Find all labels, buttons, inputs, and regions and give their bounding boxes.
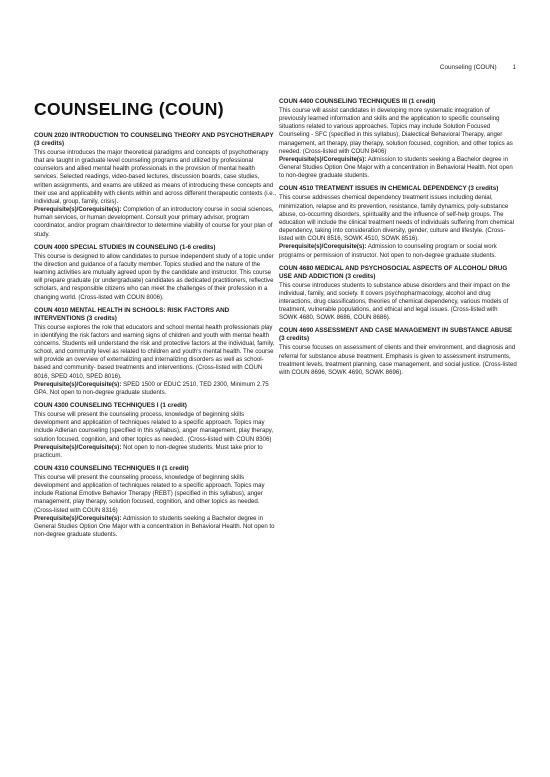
course-description: This course introduces students to substance abuse disorders and their impact on the individual, family, and society. It covers psychopharmacology, alcohol and drug interactions, drug classifications, theories of chemical dependency, various models of treatment, vulnerable populations, and ethical and legal issues. (Cross-listed with SOWK 4680, SOWK 8686, COUN 8686). [279,281,511,322]
prereq-label: Prerequisite(s)/Corequisite(s): [34,514,122,522]
course-entry [34,307,277,397]
prereq-text: Admission to students seeking a Bachelor degree in General Studies Option One Major with a concentration in Behavioral Health. Not open to non-degree graduate students. [279,155,513,180]
course-heading: COUN 4400 COUNSELING TECHNIQUES III (1 credit) [279,98,436,105]
course-prerequisites [34,515,277,539]
course-entry [279,327,517,377]
course-description: This course will present the counseling process, knowledge of beginning skills development and application of techniques related to a specific approach. Topics may include Adlerian counseling (specified in this syllabus), anger management, play therapy, solution focused, cognition, and other topics as needed.. (Cross-listed with COUN 8306) [34,411,274,443]
course-prerequisites [279,156,517,180]
prereq-label: Prerequisite(s)/Corequisite(s): [34,206,122,214]
course-heading: COUN 4510 TREATMENT ISSUES IN CHEMICAL DEPENDENCY (3 credits) [279,185,499,193]
course-description: This course will present the counseling process, knowledge of beginning skills development and application of techniques related to a specific approach. Topics may include Rational Emotive Behavior Therapy (REBT) (specified in this syllabus), anger management, play therapy, solution focused, cognition, and other topics as needed. (Cross-listed with COUN 8316) [34,474,265,514]
course-heading: COUN 4000 SPECIAL STUDIES IN COUNSELING (1-6 credits) [34,243,216,251]
course-heading: COUN 4690 ASSESSMENT AND CASE MANAGEMENT IN SUBSTANCE ABUSE (3 credits) [279,327,513,343]
course-prerequisites [34,206,277,239]
right-column [279,98,517,382]
course-description: This course focuses on assessment of clients and their environment, and diagnosis and referral for substance abuse treatment. Emphasis is given to assessment instruments, treatment levels, treatment planning, case management, and social justice. (Cross-listed with COUN 8696, SOWK 4690, SOWK 8696). [279,344,517,376]
left-course-list [34,132,277,539]
page-title: COUNSELING (COUN) [34,99,224,119]
course-entry [34,402,277,460]
running-header [440,64,516,71]
course-heading: COUN 4680 MEDICAL AND PSYCHOSOCIAL ASPECTS OF ALCOHOL/ DRUG USE AND ADDICTION (3 credits) [279,264,508,280]
prereq-label: Prerequisite(s)/Corequisite(s): [34,443,122,451]
course-entry [279,185,517,259]
course-description: This course introduces the major theoretical paradigms and concepts of psychotherapy that are taught in graduate level counseling programs and utilized by professional counselors and allied mental health professionals in the provision of mental health services. Selected readings, video-based lectures, discussion boards, case studies, written assignments, and exams are utilized as means of introducing these concepts and their use and applicability with clients within and across different therapeutic contexts (i.e., individual, group, family, crisis). [34,149,277,205]
course-description: This course is designed to allow candidates to pursue independent study of a topic under the direction and guidance of a faculty member. Topics studied and the nature of the learning activities are mutually agreed upon by the candidate and instructor. This course will prepare graduate (or undergraduate) candidates as dedicated practitioners, reflective scholars, and responsible citizens who can meet the challenges of their profession in a changing world. (Cross-listed with COUN 8006). [34,252,274,301]
course-entry [34,465,277,539]
course-prerequisites [34,381,277,397]
course-description: This course addresses chemical dependency treatment issues including denial, minimization, relapse and its prevention, resistance, family dynamics, poly-substance abuse, co-occurring disorders, spirituality and the influence of self-help groups. The education will include the clinical treatment needs of individuals suffering from chemical dependency, taking into consideration diversity, gender, culture and lifestyle. (Cross-listed with COUN 8516, SOWK 4510, SOWK 8516). [279,194,514,243]
page-number: 1 [512,64,516,71]
course-heading: COUN 4310 COUNSELING TECHNIQUES II (1 credit) [34,465,189,472]
right-course-list [279,98,517,377]
prereq-text: Not open to non-degree students. Must take prior to practicum. [34,443,263,459]
course-entry [34,244,277,302]
prereq-label: Prerequisite(s)/Corequisite(s): [34,380,122,388]
left-column [34,95,277,544]
course-entry [279,98,517,180]
prereq-text: Admission to students seeking a Bachelor degree in General Studies Option One Major with a concentration in Behavioral Health. Not open to non-degree graduate students. [34,514,275,539]
course-entry [34,132,277,239]
prereq-text: Completion of an introductory course in social sciences, human services, or human development. Consult your primary advisor, program coordinator, and/or program chair/director to determine viability of course for your plan of study. [34,206,274,238]
prereq-text: SPED 1500 or EDUC 2510, TED 2300, Minimum 2.75 GPA. Not open to non-degree graduate students. [34,380,269,396]
running-title: Counseling (COUN) [439,64,497,71]
course-description: This course explores the role that educators and school mental health professionals play in identifying the risk factors and warning signs of children and youth with mental health concerns. Students will understand the risk and protective factors at the individual, family, school, and community level as related to children and youth's mental health. The course will provide an overview of externalizing and internalizing disorders as well as school-based and community- based treatments and interventions. (Cross-listed with COUN 8016, SPED 4010, SPED 8016). [34,323,275,380]
course-prerequisites [34,444,277,460]
course-entry [279,265,517,323]
course-heading: COUN 4010 MENTAL HEALTH IN SCHOOLS: RISK FACTORS AND INTERVENTIONS (3 credits) [34,306,230,322]
course-heading: COUN 2020 INTRODUCTION TO COUNSELING THEORY AND PSYCHOTHERAPY (3 credits) [34,132,274,147]
prereq-label: Prerequisite(s)/Corequisite(s): [279,155,367,163]
prereq-label: Prerequisite(s)/Corequisite(s): [279,243,367,251]
course-description: This course will assist candidates in developing more systematic integration of previously learned information and skills and the application to specific counseling situations related to various approaches. Topics may include Solution Focused Counseling - SFC (specified in this syllabus), Dialectical Behavioral Therapy, anger management, art therapy, play therapy, solution focused, cognition, and other topics as needed. (Cross-listed with COUN 8406) [279,107,513,155]
prereq-text: Admission to counseling program or social work programs or permission of instructor. Not open to non-degree graduate students. [279,243,497,259]
course-heading: COUN 4300 COUNSELING TECHNIQUES I (1 credit) [34,402,187,410]
course-prerequisites [279,243,517,259]
